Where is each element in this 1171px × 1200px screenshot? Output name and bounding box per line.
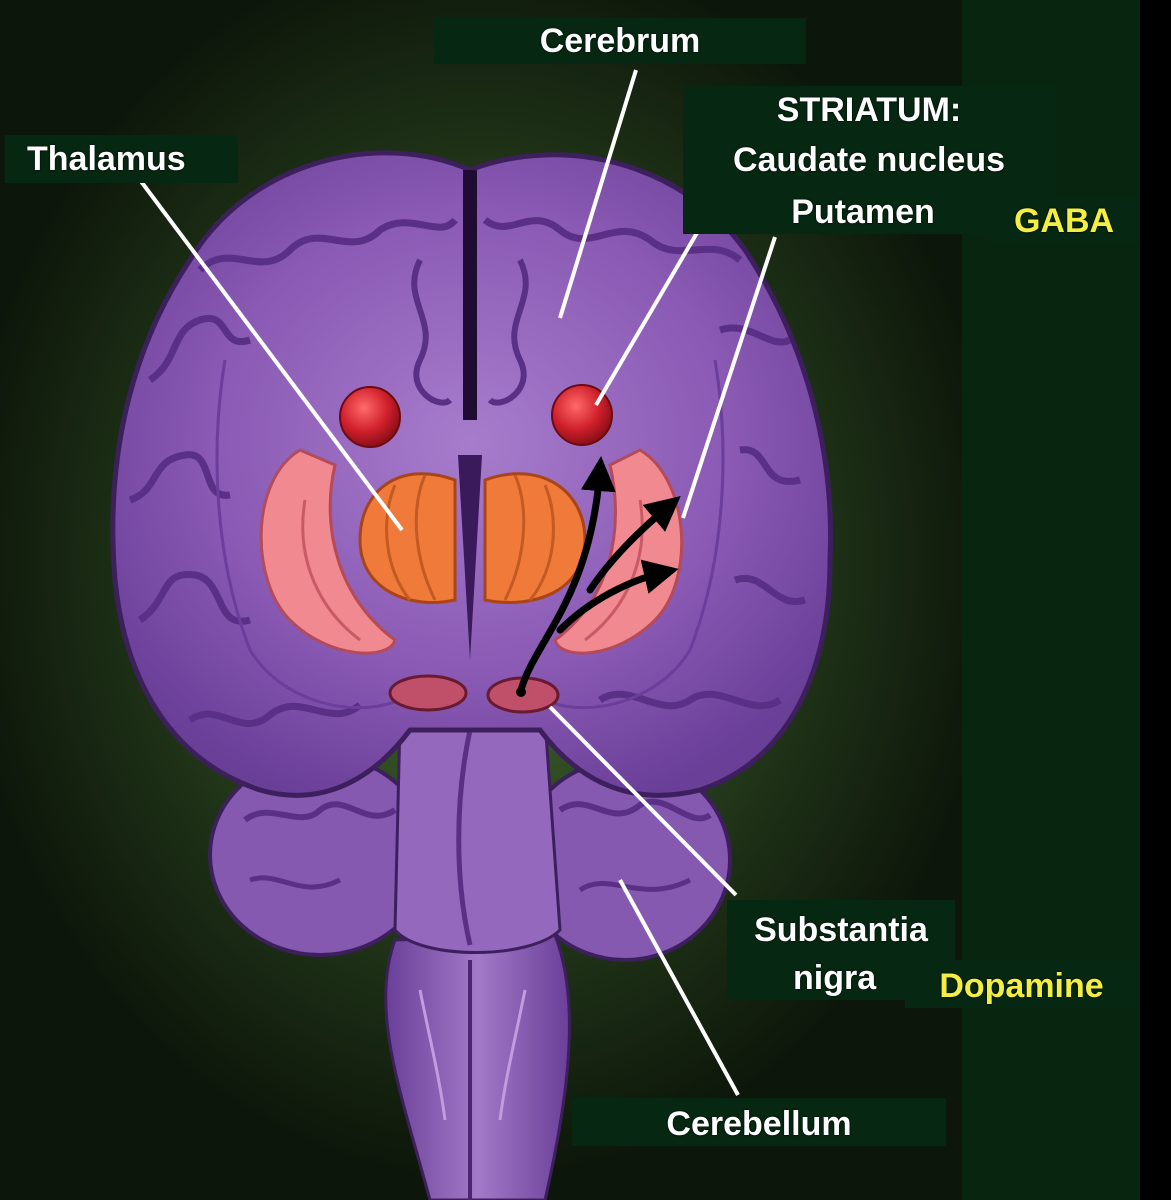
brain-stem	[386, 935, 570, 1200]
midbrain	[395, 705, 560, 953]
label-substantia-line1: Substantia	[754, 911, 928, 949]
label-cerebellum: Cerebellum	[572, 1098, 946, 1146]
label-substantia-line2: nigra	[793, 959, 877, 997]
label-striatum-title: STRIATUM:	[776, 91, 962, 129]
label-dopamine: Dopamine	[905, 960, 1138, 1008]
label-thalamus: Thalamus	[5, 135, 238, 183]
caudate-left	[340, 387, 400, 447]
substantia-nigra-left	[390, 676, 466, 710]
label-gaba: GABA	[990, 197, 1138, 243]
label-cerebrum: Cerebrum	[434, 18, 806, 64]
label-putamen: Putamen	[791, 193, 935, 231]
label-caudate-nucleus: Caudate nucleus	[732, 141, 1006, 179]
